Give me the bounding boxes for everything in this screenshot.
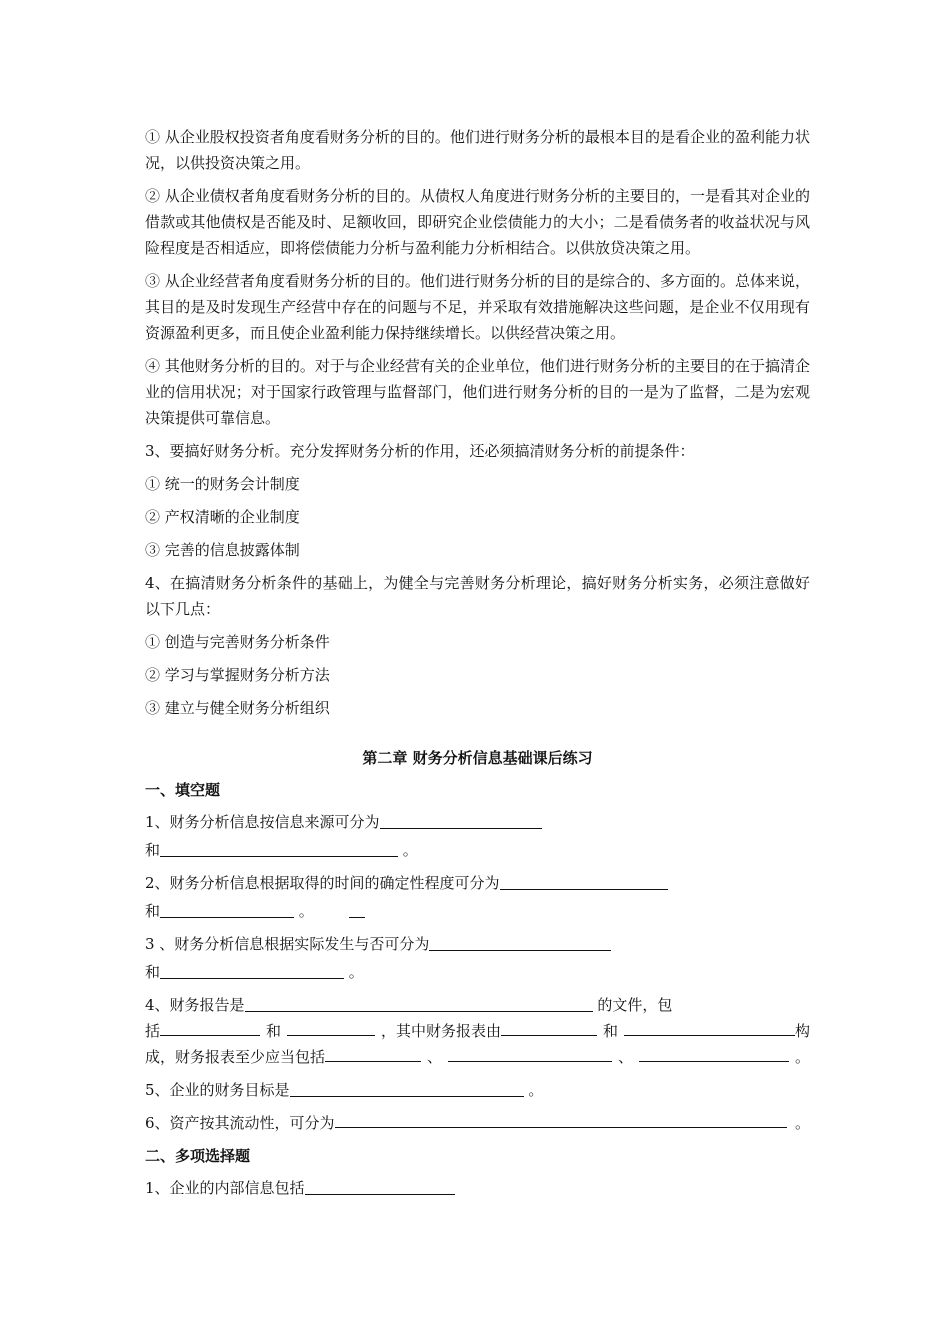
question-text: 5、企业的财务目标是 <box>145 1081 290 1099</box>
question-text: 和 <box>266 1022 282 1040</box>
question-text: 3 、财务分析信息根据实际发生与否可分为 <box>145 935 430 953</box>
question-text: ，其中财务报表由 <box>381 1022 502 1040</box>
answer-blank[interactable] <box>305 1178 455 1195</box>
question-text: 括 <box>145 1022 161 1040</box>
answer-blank[interactable] <box>245 995 593 1012</box>
answer-blank[interactable] <box>160 962 344 979</box>
answer-blank[interactable] <box>501 1019 597 1036</box>
question-4 <box>145 992 810 1018</box>
question-text: 和 <box>603 1022 619 1040</box>
question-1-cont <box>145 837 810 863</box>
answer-blank[interactable] <box>160 901 294 918</box>
answer-blank[interactable] <box>380 812 542 829</box>
list-item: ③ 建立与健全财务分析组织 <box>145 699 330 717</box>
question-text: 1、企业的内部信息包括 <box>145 1179 305 1197</box>
paragraph: ④ 其他财务分析的目的。对于与企业经营有关的企业单位，他们进行财务分析的主要目的在于搞清企业的信用状况；对于国家行政管理与监督部门，他们进行财务分析的目的一是为了监督，二是为宏观决策提供可靠信息。 <box>145 357 810 427</box>
question-text: 、 <box>618 1048 634 1066</box>
question-text: 。 <box>794 1048 810 1066</box>
section-heading: 一、填空题 <box>145 781 221 799</box>
answer-blank[interactable] <box>639 1045 789 1062</box>
list-item: ① 统一的财务会计制度 <box>145 475 300 493</box>
question-text: 。 <box>528 1081 544 1099</box>
mc-question-1 <box>145 1175 810 1201</box>
question-4-cont2 <box>145 1044 810 1070</box>
list-item: ③ 完善的信息披露体制 <box>145 541 300 559</box>
document-page <box>145 124 810 1208</box>
question-3 <box>145 931 810 957</box>
question-6 <box>145 1110 810 1136</box>
question-text: 2、财务分析信息根据取得的时间的确定性程度可分为 <box>145 874 500 892</box>
section-heading: 二、多项选择题 <box>145 1147 251 1165</box>
question-text: 的文件，包 <box>597 996 673 1014</box>
paragraph: 3、要搞好财务分析。充分发挥财务分析的作用，还必须搞清财务分析的前提条件： <box>145 442 695 460</box>
answer-blank[interactable] <box>287 1019 375 1036</box>
question-text: 4、财务报告是 <box>145 996 245 1014</box>
question-1 <box>145 809 810 835</box>
question-3-cont <box>145 959 810 985</box>
answer-blank[interactable] <box>349 901 365 918</box>
question-text: 6、资产按其流动性，可分为 <box>145 1114 335 1132</box>
chapter-title: 第二章 财务分析信息基础课后练习 <box>362 749 593 767</box>
paragraph: 4、在搞清财务分析条件的基础上，为健全与完善财务分析理论，搞好财务分析实务，必须注意做好以下几点： <box>145 574 810 618</box>
answer-blank[interactable] <box>325 1045 421 1062</box>
question-4-cont <box>145 1018 810 1044</box>
question-text: 。 <box>794 1114 810 1132</box>
list-item: ② 产权清晰的企业制度 <box>145 508 300 526</box>
answer-blank[interactable] <box>160 1019 260 1036</box>
question-text: 。 <box>402 841 418 859</box>
paragraph: ② 从企业债权者角度看财务分析的目的。从债权人角度进行财务分析的主要目的，一是看其对企业的借款或其他债权是否能及时、足额收回，即研究企业偿债能力的大小；二是看债务者的收益状况与风险程度是否相适应，即将偿债能力分析与盈利能力分析相结合。以供放贷决策之用。 <box>145 187 810 257</box>
answer-blank[interactable] <box>429 934 611 951</box>
answer-blank[interactable] <box>335 1111 787 1128</box>
answer-blank[interactable] <box>160 840 398 857</box>
question-2 <box>145 870 810 896</box>
question-text: 。 <box>298 902 314 920</box>
paragraph: ③ 从企业经营者角度看财务分析的目的。他们进行财务分析的目的是综合的、多方面的。总体来说，其目的是及时发现生产经营中存在的问题与不足，并采取有效措施解决这些问题，是企业不仅用现有资源盈利更多，而且使企业盈利能力保持继续增长。以供经营决策之用。 <box>145 272 810 342</box>
paragraph: ① 从企业股权投资者角度看财务分析的目的。他们进行财务分析的最根本目的是看企业的盈利能力状况，以供投资决策之用。 <box>145 128 810 172</box>
list-item: ② 学习与掌握财务分析方法 <box>145 666 330 684</box>
answer-blank[interactable] <box>448 1045 612 1062</box>
answer-blank[interactable] <box>290 1080 524 1097</box>
question-text: 。 <box>348 963 364 981</box>
question-text: 1、财务分析信息按信息来源可分为 <box>145 813 380 831</box>
question-2-cont <box>145 898 810 924</box>
list-item: ① 创造与完善财务分析条件 <box>145 633 330 651</box>
question-text: 和 <box>145 841 161 859</box>
question-5 <box>145 1077 810 1103</box>
question-text: 、 <box>427 1048 443 1066</box>
question-text: 构 <box>794 1022 810 1040</box>
answer-blank[interactable] <box>624 1019 795 1036</box>
question-text: 和 <box>145 963 161 981</box>
question-text: 成，财务报表至少应当包括 <box>145 1048 326 1066</box>
question-text: 和 <box>145 902 161 920</box>
answer-blank[interactable] <box>500 873 668 890</box>
